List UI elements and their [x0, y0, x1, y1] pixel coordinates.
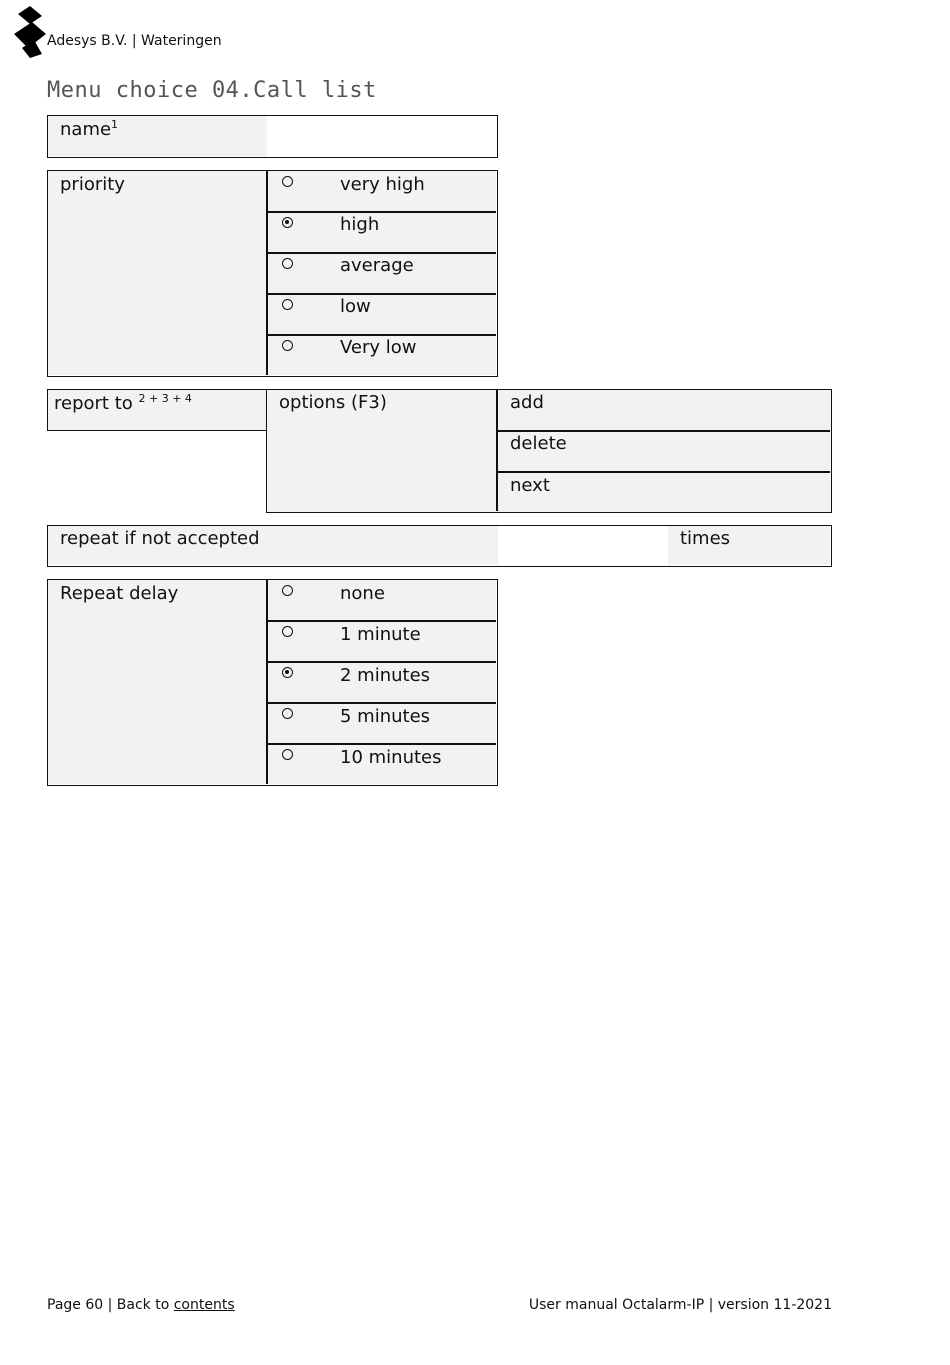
delay-radio-5-minutes[interactable]	[282, 708, 293, 719]
page-title: Menu choice 04.Call list	[47, 78, 377, 103]
repeat-delay-label: Repeat delay	[60, 583, 179, 604]
delay-radio-10-minutes[interactable]	[282, 749, 293, 760]
priority-option-label: very high	[340, 174, 425, 195]
report-to-label-box	[47, 389, 268, 431]
company-name: Adesys B.V. | Wateringen	[47, 33, 222, 49]
priority-option-label: average	[340, 255, 414, 276]
company-logo-icon	[12, 4, 48, 58]
repeat-delay-group	[47, 579, 498, 786]
add-option[interactable]: add	[510, 392, 544, 413]
priority-group	[47, 170, 498, 377]
options-box	[266, 389, 832, 513]
delete-option[interactable]: delete	[510, 433, 567, 454]
name-input[interactable]	[267, 116, 496, 156]
footer-manual-version: User manual Octalarm-IP | version 11-2021	[528, 1297, 832, 1313]
delay-option-label: 1 minute	[340, 624, 421, 645]
priority-label: priority	[60, 174, 125, 195]
next-option[interactable]: next	[510, 475, 550, 496]
priority-option-label: high	[340, 214, 380, 235]
delay-radio-1-minute[interactable]	[282, 626, 293, 637]
delay-option-label: none	[340, 583, 385, 604]
report-to-label: report to $^{2 + 3 + 4}$	[54, 392, 192, 414]
priority-radio-very-high[interactable]	[282, 176, 293, 187]
delay-radio-none[interactable]	[282, 585, 293, 596]
priority-radio-low[interactable]	[282, 299, 293, 310]
contents-link[interactable]: contents	[173, 1297, 235, 1313]
delay-radio-2-minutes[interactable]	[282, 667, 293, 678]
priority-radio-average[interactable]	[282, 258, 293, 269]
name-row	[47, 115, 498, 158]
delay-option-label: 5 minutes	[340, 706, 431, 727]
repeat-count-input[interactable]	[498, 526, 668, 565]
delay-option-label: 2 minutes	[340, 665, 431, 686]
repeat-row	[47, 525, 832, 567]
priority-radio-high[interactable]	[282, 217, 293, 228]
delay-option-label: 10 minutes	[340, 747, 442, 768]
name-label: name$^1$	[60, 118, 119, 140]
repeat-label: repeat if not accepted	[60, 528, 260, 549]
options-label: options (F3)	[279, 392, 387, 413]
priority-option-label: Very low	[340, 337, 417, 358]
repeat-unit: times	[680, 528, 731, 549]
priority-radio-very-low[interactable]	[282, 340, 293, 351]
footer-page: Page 60 | Back to contents	[47, 1297, 235, 1313]
priority-option-label: low	[340, 296, 371, 317]
